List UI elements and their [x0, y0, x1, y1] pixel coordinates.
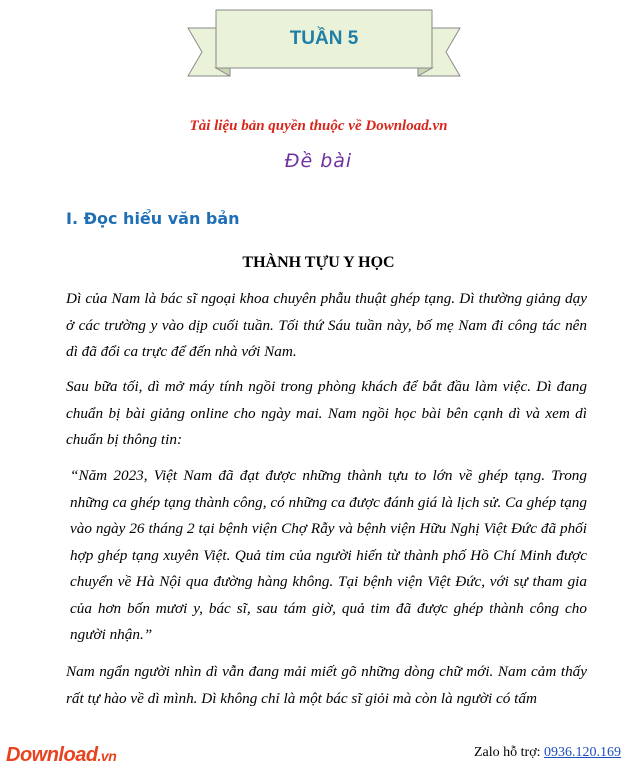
copyright-notice: Tài liệu bản quyền thuộc về Download.vn	[189, 118, 448, 134]
paragraph-4: Nam ngẩn người nhìn dì vẫn đang mải miết gõ những dòng chữ mới. Nam cảm thấy rất tự hào về dì mình. Dì không chỉ là một bác sĩ giỏi mà còn là người có tấm	[66, 663, 587, 707]
zalo-support	[474, 745, 621, 761]
logo-suffix-text: .vn	[97, 748, 117, 764]
logo-main-text: Download	[6, 744, 98, 766]
paragraph-quote: “Năm 2023, Việt Nam đã đạt được những thành tựu to lớn về ghép tạng. Trong những ca ghép tạng thành công, có những ca được đánh giá là lịch sử. Ca ghép tạng vào ngày 26 tháng 2 tại bệnh viện Chợ Rẫy và bệnh viện Hữu Nghị Việt Đức đã phối hợp ghép tạng xuyên Việt. Quả tim của người hiến từ thành phố Hồ Chí Minh được chuyển về Hà Nội qua đường hàng không. Tại bệnh viện Việt Đức, với sự tham gia của hơn bốn mươi y, bác sĩ, sau tám giờ, quả tim đã được ghép thành công cho người nhận.”	[70, 467, 587, 643]
week-title: TUẦN 5	[289, 28, 359, 49]
week-banner	[186, 6, 462, 78]
story-title: THÀNH TỰU Y HỌC	[242, 254, 395, 271]
support-phone-link[interactable]: 0936.120.169	[544, 745, 621, 760]
support-label: Zalo hỗ trợ:	[474, 745, 544, 760]
paragraph-2: Sau bữa tối, dì mở máy tính ngồi trong phòng khách để bắt đầu làm việc. Dì đang chuẩn bị bài giảng online cho ngày mai. Nam ngồi học bài bên cạnh dì và xem dì chuẩn bị thông tin:	[66, 378, 587, 448]
assignment-heading: Đề bài	[284, 150, 353, 172]
paragraph-1: Dì của Nam là bác sĩ ngoại khoa chuyên phẫu thuật ghép tạng. Dì thường giảng dạy ở các trường y vào dịp cuối tuần. Tối thứ Sáu tuần này, bố mẹ Nam đi công tác nên dì đã đổi ca trực để đến nhà với Nam.	[66, 290, 587, 360]
download-logo[interactable]	[6, 744, 116, 767]
section-heading: I. Đọc hiểu văn bản	[66, 209, 240, 228]
